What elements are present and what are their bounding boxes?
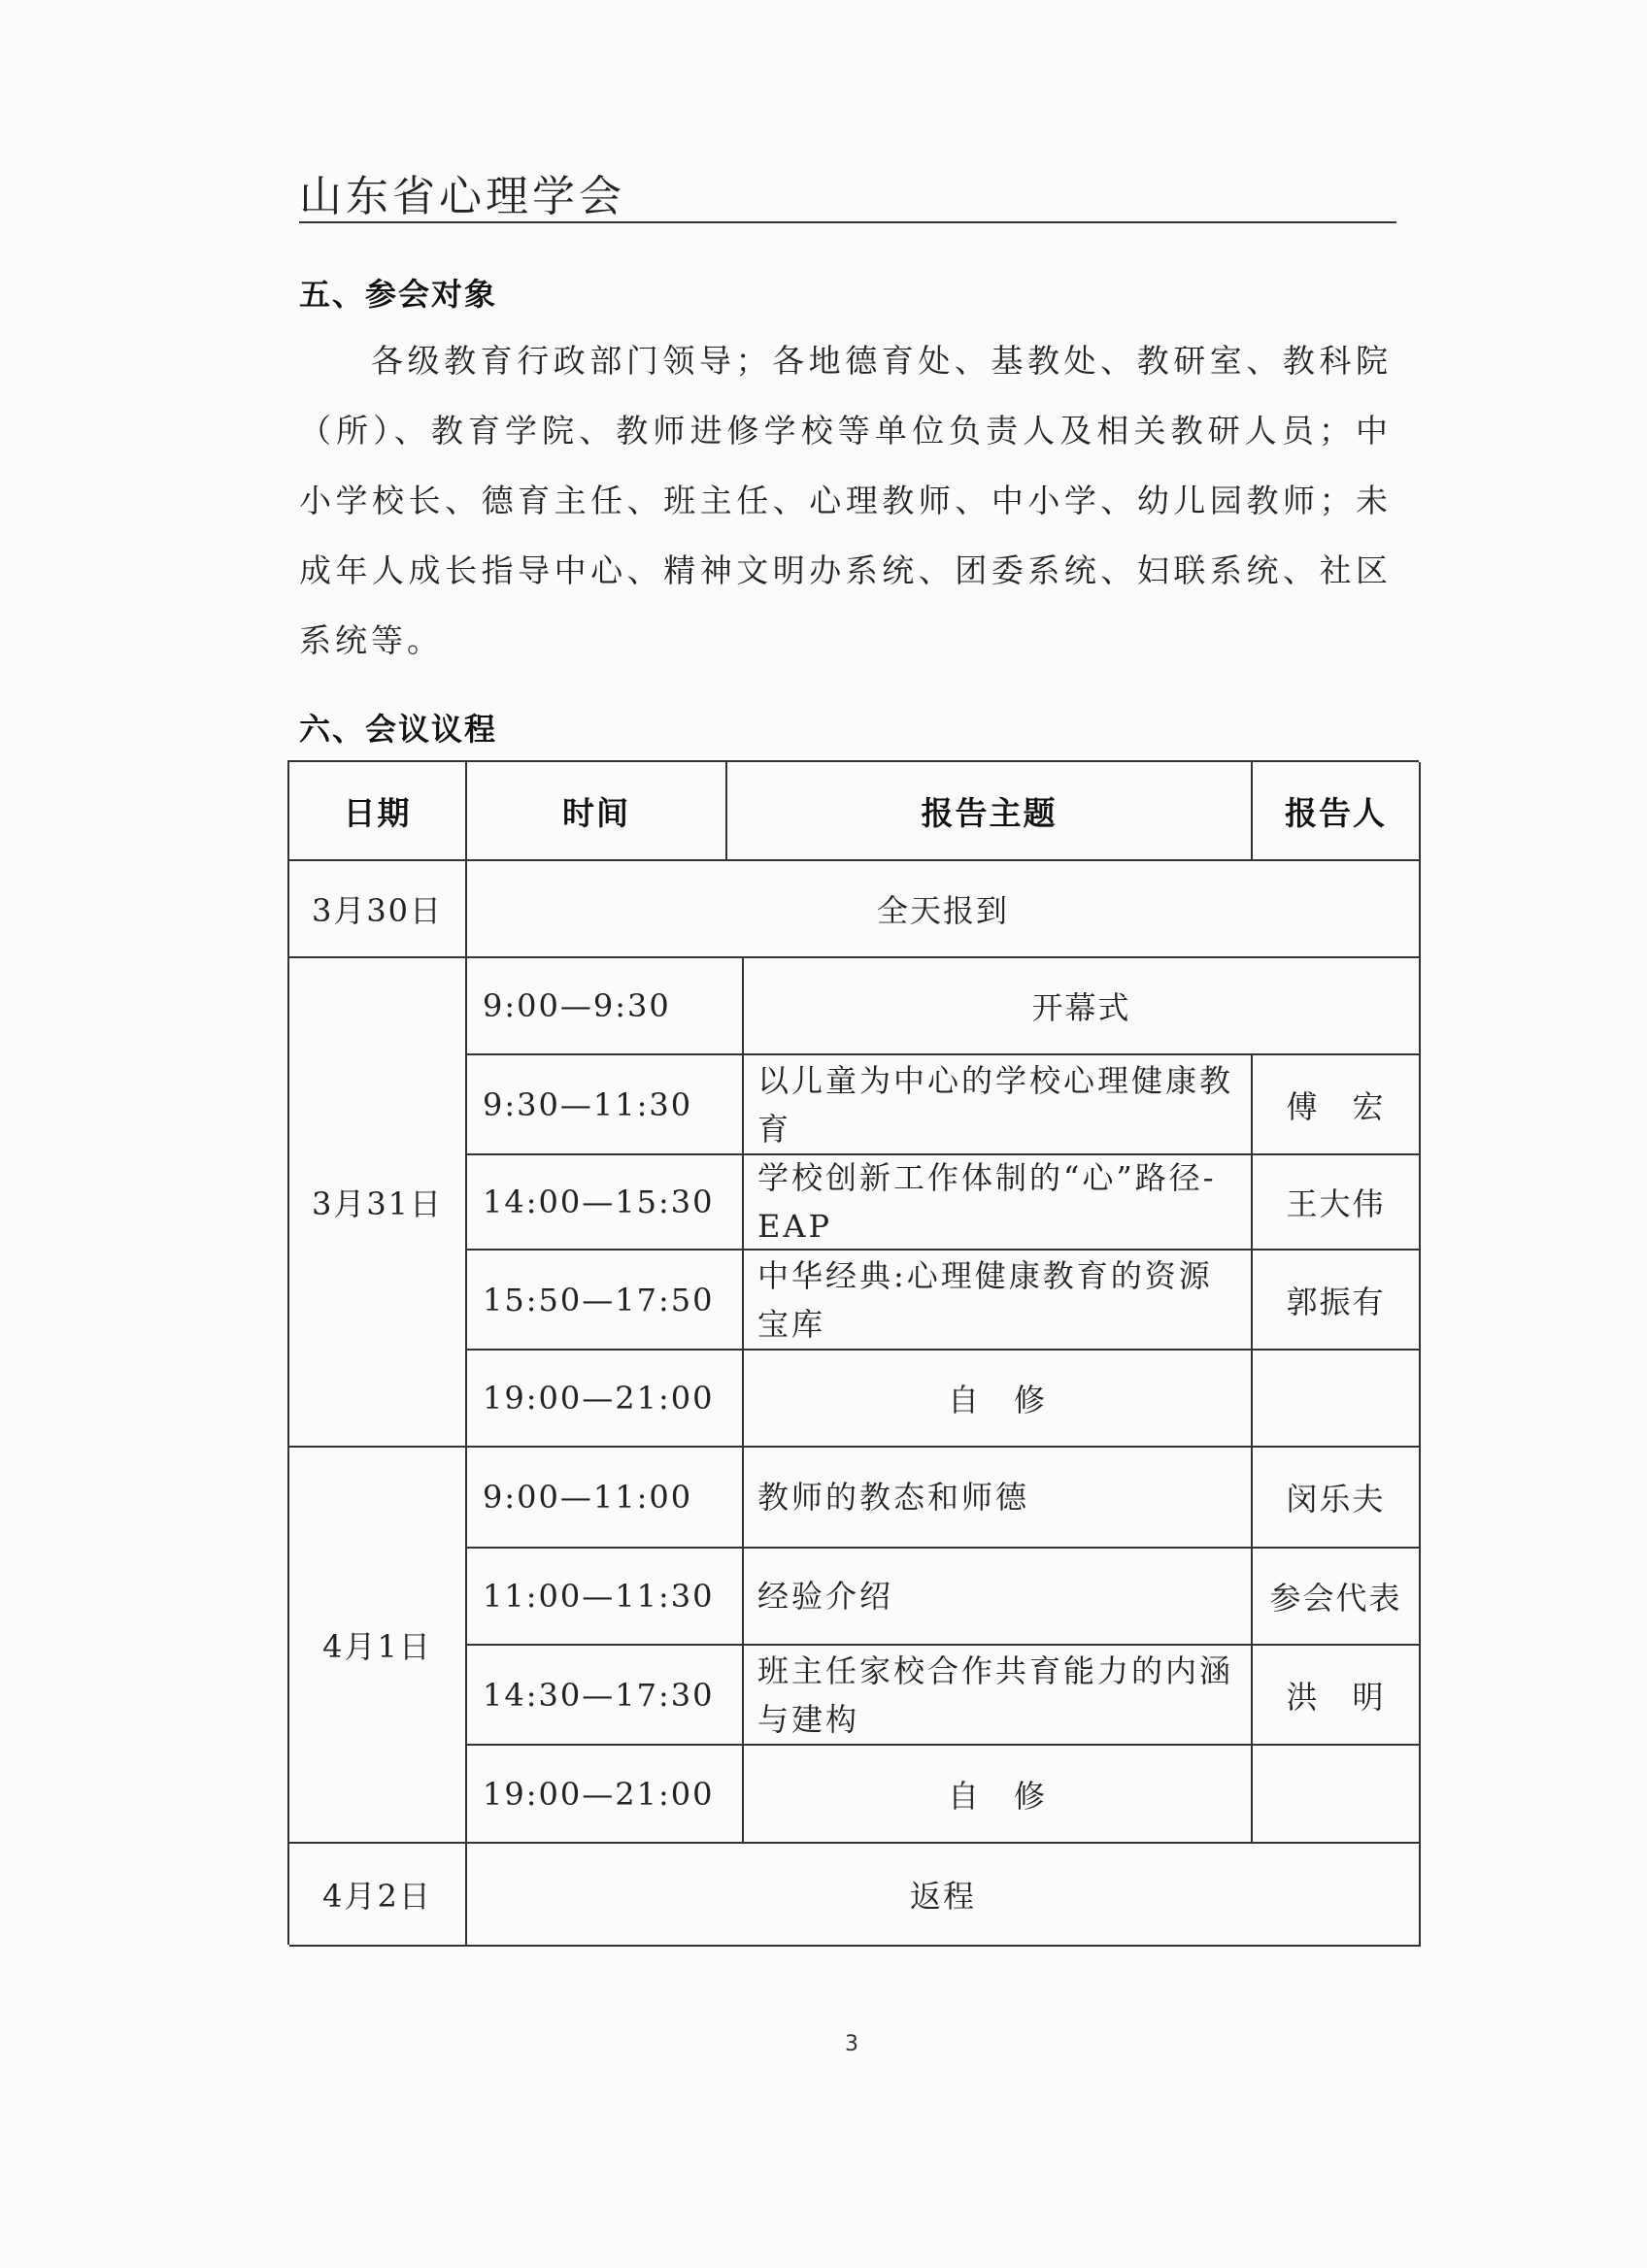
time-cell: 14:30—17:30 <box>467 1646 744 1746</box>
speaker-cell: 参会代表 <box>1253 1549 1421 1646</box>
speaker-cell: 王大伟 <box>1253 1155 1421 1251</box>
col-header-topic: 报告主题 <box>727 762 1253 861</box>
time-cell: 11:00—11:30 <box>467 1549 744 1646</box>
col-header-time: 时间 <box>467 762 727 861</box>
topic-cell: 学校创新工作体制的“心”路径-EAP <box>744 1155 1253 1251</box>
topic-cell: 教师的教态和师德 <box>744 1448 1253 1549</box>
speaker-cell: 洪 明 <box>1253 1646 1421 1746</box>
time-cell: 9:00—9:30 <box>467 958 744 1055</box>
date-cell: 3月31日 <box>289 958 467 1448</box>
topic-cell: 以儿童为中心的学校心理健康教育 <box>744 1055 1253 1155</box>
section-heading-agenda: 六、会议议程 <box>299 711 498 748</box>
attendees-paragraph: 各级教育行政部门领导；各地德育处、基教处、教研室、教科院（所）、教育学院、教师进修学校等单位负责人及相关教研人员；中小学校长、德育主任、班主任、心理教师、中小学、幼儿园教师；未成年人成长指导中心、精神文明办系统、团委系统、妇联系统、社区系统等。 <box>299 342 1392 659</box>
topic-cell: 中华经典:心理健康教育的资源宝库 <box>744 1251 1253 1351</box>
time-cell: 19:00—21:00 <box>467 1351 744 1448</box>
topic-cell: 自 修 <box>744 1351 1253 1448</box>
agenda-table <box>287 760 1419 1945</box>
speaker-cell: 闵乐夫 <box>1253 1448 1421 1549</box>
time-cell: 14:00—15:30 <box>467 1155 744 1251</box>
section-heading-attendees: 五、参会对象 <box>299 276 498 313</box>
speaker-cell <box>1253 1746 1421 1844</box>
date-cell: 4月2日 <box>289 1844 467 1947</box>
speaker-cell: 郭振有 <box>1253 1251 1421 1351</box>
topic-cell: 班主任家校合作共育能力的内涵与建构 <box>744 1646 1253 1746</box>
header-org: 山东省心理学会 <box>299 172 625 221</box>
day-note: 全天报到 <box>467 861 1421 958</box>
time-cell: 9:30—11:30 <box>467 1055 744 1155</box>
col-header-speaker: 报告人 <box>1253 762 1421 861</box>
topic-cell: 开幕式 <box>744 958 1421 1055</box>
date-cell: 4月1日 <box>289 1448 467 1844</box>
col-header-date: 日期 <box>289 762 467 861</box>
speaker-cell <box>1253 1351 1421 1448</box>
time-cell: 15:50—17:50 <box>467 1251 744 1351</box>
topic-cell: 自 修 <box>744 1746 1253 1844</box>
topic-cell: 经验介绍 <box>744 1549 1253 1646</box>
speaker-cell: 傅 宏 <box>1253 1055 1421 1155</box>
page-number: 3 <box>845 2032 858 2056</box>
header-rule <box>299 221 1396 223</box>
time-cell: 19:00—21:00 <box>467 1746 744 1844</box>
date-cell: 3月30日 <box>289 861 467 958</box>
day-note: 返程 <box>467 1844 1421 1947</box>
time-cell: 9:00—11:00 <box>467 1448 744 1549</box>
